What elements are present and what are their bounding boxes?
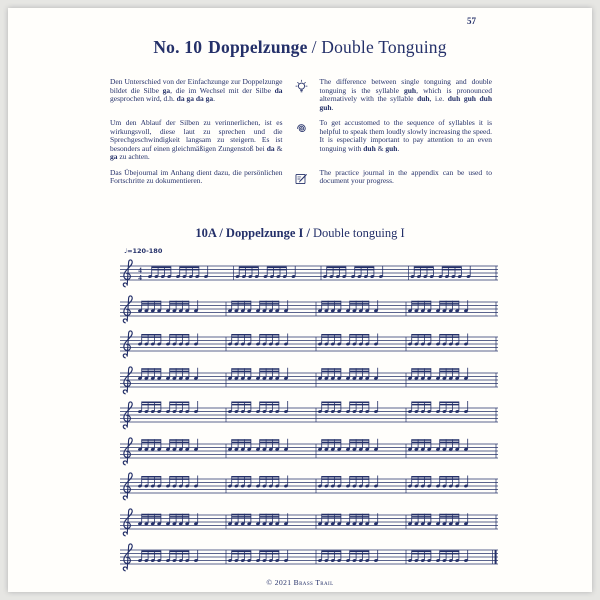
treble-clef-icon bbox=[123, 260, 132, 287]
section-heading bbox=[8, 226, 592, 241]
intro-paragraph-english-1: The difference between single tonguing and double tonguing is the syllable guh, which is pronounced alternatively with the syllable duh, i.e. duh guh duh guh. bbox=[319, 77, 492, 112]
title-number: No. 10 bbox=[153, 37, 203, 57]
staff-7 bbox=[118, 469, 500, 501]
page-number: 57 bbox=[467, 16, 476, 26]
treble-clef-icon bbox=[123, 295, 132, 322]
intro-paragraph-german-3: Das Übejournal im Anhang dient dazu, die persönlichen Fortschritte zu dokumentieren. bbox=[110, 167, 283, 186]
book-page bbox=[8, 8, 592, 592]
time-signature-top: 4 bbox=[138, 266, 142, 275]
intro-paragraph-german-2: Um den Ablauf der Silben zu verinnerlichen, ist es wirkungsvoll, diese laut zu sprechen und die Sprechgeschwindigkeit langsam zu steigern. Es ist besonders auf einen gleichmäßigen Zungenstoß bei da & ga zu achten. bbox=[110, 118, 283, 162]
staff-4 bbox=[118, 363, 500, 395]
measure bbox=[318, 438, 379, 450]
staff-8 bbox=[118, 505, 500, 537]
treble-clef-icon bbox=[123, 366, 132, 393]
staff-3 bbox=[118, 327, 500, 359]
music-score bbox=[118, 247, 500, 576]
title-english: / Double Tonguing bbox=[311, 37, 447, 57]
intro-paragraph-english-3: The practice journal in the appendix can be used to document your progress. bbox=[319, 167, 492, 186]
treble-clef-icon bbox=[123, 508, 132, 535]
intro-paragraph-german-1: Den Unterschied von der Einfachzunge zur Doppelzunge bildet die Silbe ga, die im Wechsel mit der Silbe da gesprochen wird, d.h. da ga da ga. bbox=[110, 77, 283, 104]
spiral-icon bbox=[289, 119, 314, 162]
staff-5 bbox=[118, 398, 500, 430]
intro-paragraph-english-2: To get accustomed to the sequence of syllables it is helpful to speak them loudly slowly increasing the speed. It is especially important to pay attention to an even tonguing with duh & guh. bbox=[319, 118, 492, 153]
measure bbox=[138, 367, 199, 379]
treble-clef-icon bbox=[123, 402, 132, 429]
copyright: © 2021 Brass Trail bbox=[266, 578, 334, 587]
staff-6 bbox=[118, 434, 500, 466]
section-translation: Double tonguing I bbox=[312, 226, 405, 240]
page-title bbox=[8, 37, 592, 58]
time-signature-bottom: 4 bbox=[138, 273, 142, 282]
measure bbox=[228, 438, 289, 450]
treble-clef-icon bbox=[123, 437, 132, 464]
section-label: 10A / Doppelzunge I / bbox=[195, 226, 310, 240]
measure bbox=[318, 367, 379, 379]
treble-clef-icon bbox=[123, 544, 132, 571]
treble-clef-icon bbox=[123, 473, 132, 500]
tempo-marking: ♩=120-180 bbox=[124, 247, 163, 255]
lightbulb-icon bbox=[289, 78, 314, 112]
measure bbox=[408, 438, 469, 450]
measure bbox=[228, 367, 289, 379]
staff-9 bbox=[118, 540, 500, 572]
title-german: Doppelzunge bbox=[208, 37, 308, 57]
treble-clef-icon bbox=[123, 331, 132, 358]
intro-text-block bbox=[110, 78, 492, 187]
measure bbox=[138, 438, 199, 450]
staff-2 bbox=[118, 292, 500, 324]
staff-1 bbox=[118, 256, 500, 288]
measure bbox=[408, 367, 469, 379]
journal-icon bbox=[289, 169, 314, 187]
